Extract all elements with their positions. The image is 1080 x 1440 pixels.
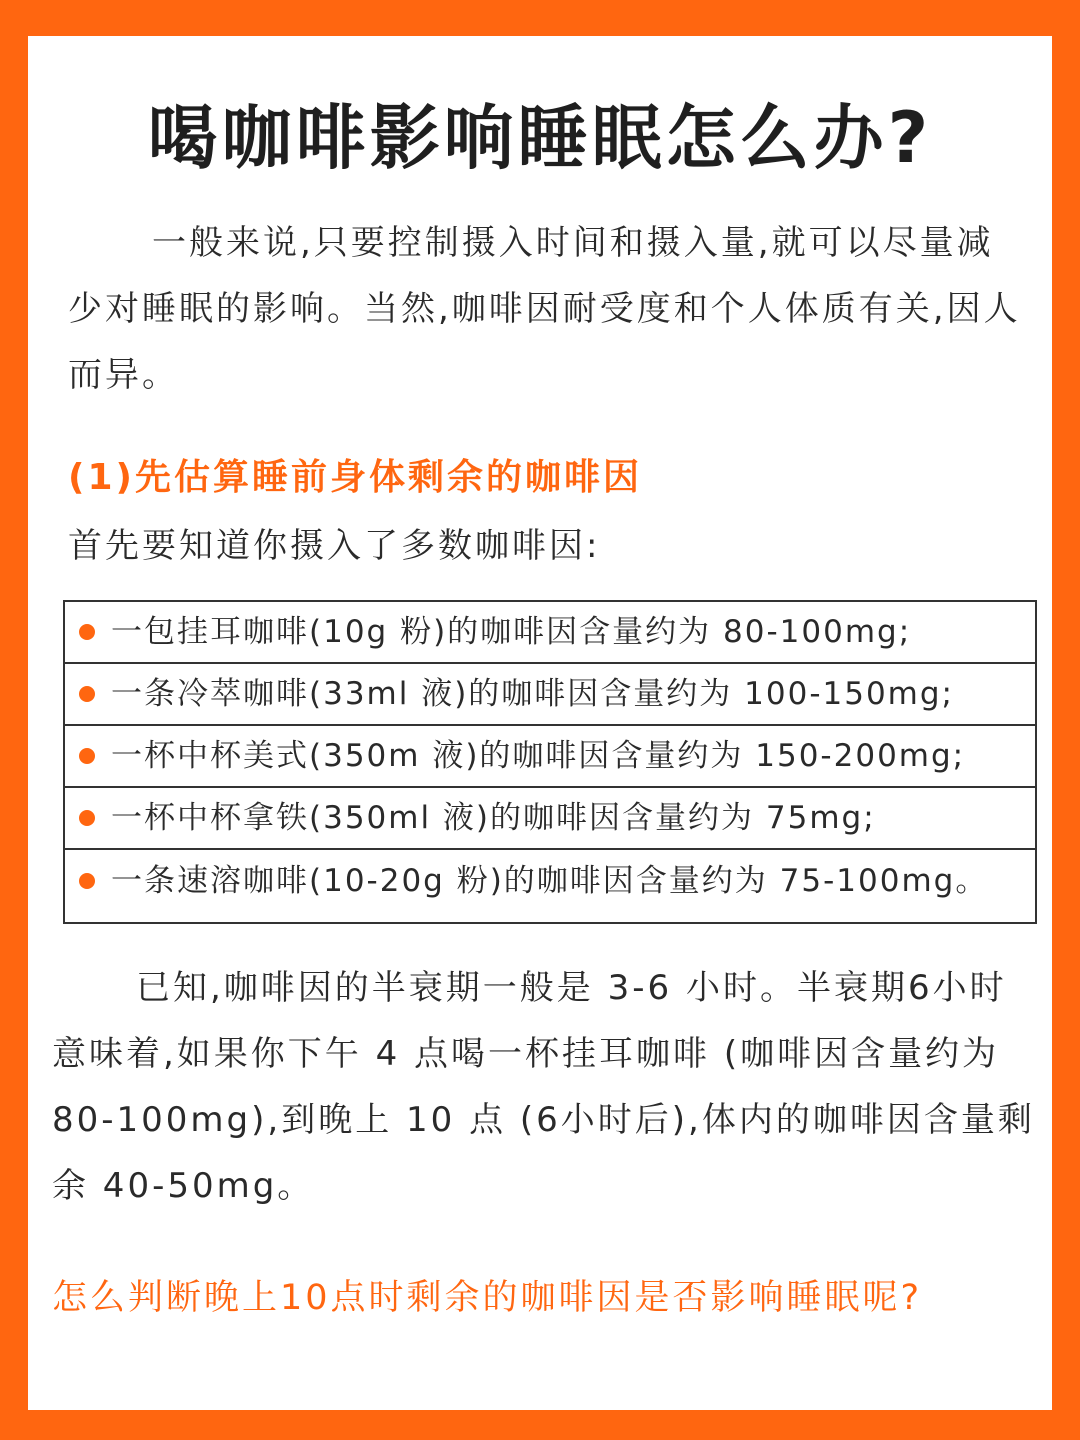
bullet-dot-icon xyxy=(79,748,95,764)
list-item-text: 一杯中杯拿铁(350ml 液)的咖啡因含量约为 75mg; xyxy=(111,800,876,836)
list-item xyxy=(65,726,1035,788)
list-item-text: 一杯中杯美式(350m 液)的咖啡因含量约为 150-200mg; xyxy=(111,738,966,774)
intro-paragraph: 一般来说,只要控制摄入时间和摄入量,就可以尽量减少对睡眠的影响。当然,咖啡因耐受度和个人体质有关,因人而异。 xyxy=(68,223,1021,395)
bullet-dot-icon xyxy=(79,624,95,640)
list-item xyxy=(65,602,1035,664)
caffeine-list xyxy=(63,600,1037,924)
list-item-text: 一包挂耳咖啡(10g 粉)的咖啡因含量约为 80-100mg; xyxy=(111,614,912,650)
list-item xyxy=(65,664,1035,726)
page-title: 喝咖啡影响睡眠怎么办? xyxy=(147,97,933,179)
section-subheading: 首先要知道你摄入了多数咖啡因: xyxy=(68,526,601,566)
bullet-dot-icon xyxy=(79,810,95,826)
bullet-dot-icon xyxy=(79,686,95,702)
closing-question: 怎么判断晚上10点时剩余的咖啡因是否影响睡眠呢? xyxy=(52,1278,923,1318)
list-item xyxy=(65,788,1035,850)
bullet-dot-icon xyxy=(79,873,95,889)
list-item-text: 一条冷萃咖啡(33ml 液)的咖啡因含量约为 100-150mg; xyxy=(111,676,954,712)
list-item xyxy=(65,850,1035,922)
halflife-paragraph: 已知,咖啡因的半衰期一般是 3-6 小时。半衰期6小时意味着,如果你下午 4 点喝一杯挂耳咖啡 (咖啡因含量约为 80-100mg),到晚上 10 点 (6小时后),体内的咖啡因含量剩余 40-50mg。 xyxy=(52,968,1035,1206)
section-heading: (1)先估算睡前身体剩余的咖啡因 xyxy=(68,457,642,498)
list-item-text: 一条速溶咖啡(10-20g 粉)的咖啡因含量约为 75-100mg。 xyxy=(111,863,989,899)
